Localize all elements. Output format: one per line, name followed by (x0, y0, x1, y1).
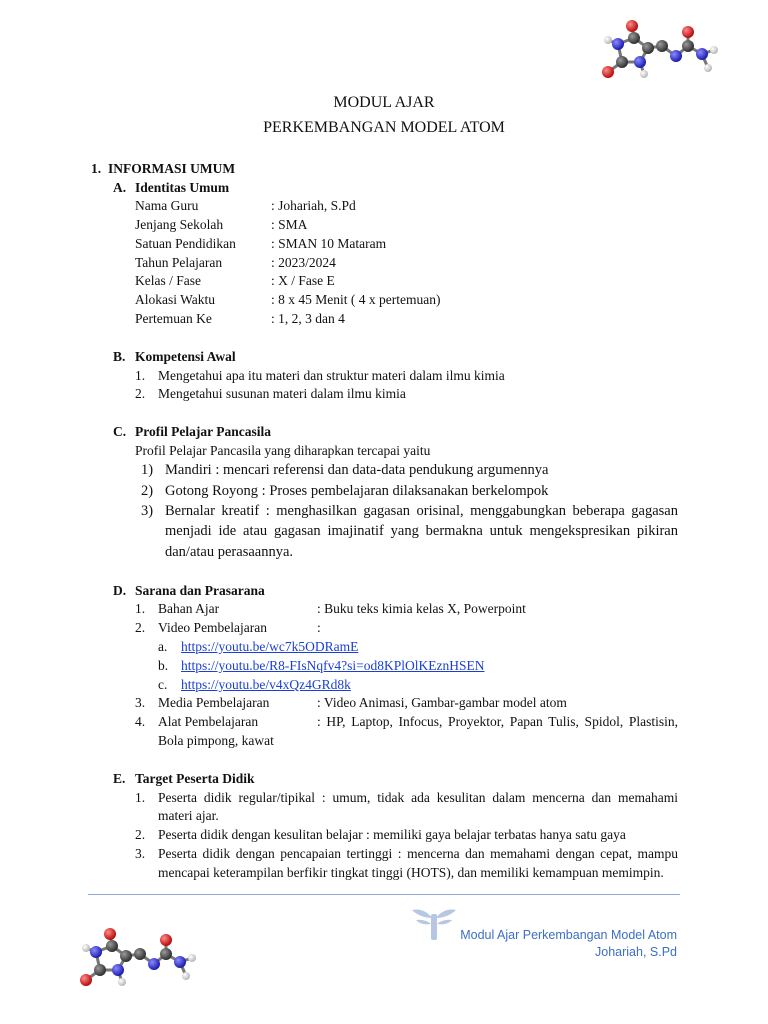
logo-icon (410, 906, 458, 942)
subsection-letter-e: E. (113, 771, 126, 786)
identity-label: Tahun Pelajaran (135, 255, 223, 270)
subsection-heading-a: Identitas Umum (135, 180, 230, 195)
identity-label: Jenjang Sekolah (135, 217, 224, 232)
list-item-number: 3) (141, 503, 154, 519)
list-item-number: 1. (135, 790, 146, 805)
identity-value: : SMA (271, 217, 308, 232)
list-item-text: dan/atau perasaannya. (165, 544, 294, 560)
link-letter: b. (158, 658, 169, 673)
sarana-value-continued: Bola pimpong, kawat (158, 733, 274, 748)
identity-label: Kelas / Fase (135, 273, 201, 288)
sarana-label: Video Pembelajaran (158, 620, 268, 635)
list-item-number: 2) (141, 483, 154, 499)
identity-value: : 1, 2, 3 dan 4 (271, 311, 345, 326)
list-item-number: 3. (135, 846, 146, 861)
footer-author: Johariah, S.Pd (595, 945, 677, 959)
list-item-number: 2. (135, 620, 146, 635)
identity-value: : SMAN 10 Mataram (271, 236, 387, 251)
subsection-letter-d: D. (113, 583, 127, 598)
video-link-3[interactable]: https://youtu.be/v4xQz4GRd8k (181, 677, 351, 692)
list-item-number: 1. (135, 601, 146, 616)
link-letter: c. (158, 677, 168, 692)
title-line-2: PERKEMBANGAN MODEL ATOM (263, 119, 505, 136)
subsection-heading-d: Sarana dan Prasarana (135, 583, 265, 598)
list-item-text: menjadi ide atau gagasan imajinatif yang bermakna untuk mengekspresikan pikiran (165, 523, 678, 539)
list-item-text: mencapai keterampilan berfikir tingkat tinggi (HOTS), dan memiliki kemampuan memimpin. (158, 865, 664, 880)
identity-value: : X / Fase E (271, 273, 335, 288)
list-item-number: 1. (135, 368, 146, 383)
footer-divider (88, 894, 680, 895)
video-link-1[interactable]: https://youtu.be/wc7k5ODRamE (181, 639, 359, 654)
list-item-text: materi ajar. (158, 808, 219, 823)
identity-label: Alokasi Waktu (135, 292, 216, 307)
list-item-text: Peserta didik regular/tipikal : umum, tidak ada kesulitan dalam mencerna dan memahami (158, 790, 678, 805)
list-item-number: 4. (135, 714, 146, 729)
list-item-text: Peserta didik dengan kesulitan belajar : memiliki gaya belajar terbatas hanya satu gaya (158, 827, 626, 842)
identity-value: : 8 x 45 Menit ( 4 x pertemuan) (271, 292, 441, 307)
section-number: 1. (91, 161, 102, 176)
list-item-text: Gotong Royong : Proses pembelajaran dilaksanakan berkelompok (165, 483, 549, 499)
identity-value: : 2023/2024 (271, 255, 336, 270)
identity-label: Pertemuan Ke (135, 311, 212, 326)
identity-label: Satuan Pendidikan (135, 236, 236, 251)
footer-module-title: Modul Ajar Perkembangan Model Atom (460, 928, 677, 942)
list-item-text: Mengetahui apa itu materi dan struktur materi dalam ilmu kimia (158, 368, 505, 383)
sarana-value: : HP, Laptop, Infocus, Proyektor, Papan Tulis, Spidol, Plastisin, (317, 714, 678, 729)
sarana-value: : (317, 620, 321, 635)
molecule-image-bottom (74, 924, 204, 994)
sarana-label: Alat Pembelajaran (158, 714, 259, 729)
subsection-letter-b: B. (113, 349, 126, 364)
video-link-2[interactable]: https://youtu.be/R8-FIsNqfv4?si=od8KPlOlKEznHSEN (181, 658, 485, 673)
subsection-letter-c: C. (113, 424, 127, 439)
list-item-number: 1) (141, 462, 154, 478)
subsection-heading-e: Target Peserta Didik (135, 771, 255, 786)
list-item-number: 2. (135, 827, 146, 842)
subsection-letter-a: A. (113, 180, 127, 195)
subsection-heading-c: Profil Pelajar Pancasila (135, 424, 271, 439)
subsection-heading-b: Kompetensi Awal (135, 349, 236, 364)
profil-intro: Profil Pelajar Pancasila yang diharapkan tercapai yaitu (135, 443, 431, 458)
section-heading: INFORMASI UMUM (108, 161, 236, 176)
list-item-text: Peserta didik dengan pencapaian tertinggi : mencerna dan memahami dengan cepat, mampu (158, 846, 678, 861)
identity-label: Nama Guru (135, 198, 199, 213)
molecule-image-top (596, 16, 726, 86)
sarana-value: : Buku teks kimia kelas X, Powerpoint (317, 601, 526, 616)
list-item-text: Bernalar kreatif : menghasilkan gagasan orisinal, menggabungkan beberapa gagasan (165, 503, 678, 519)
list-item-text: Mandiri : mencari referensi dan data-data pendukung argumennya (165, 462, 549, 478)
sarana-label: Media Pembelajaran (158, 695, 270, 710)
identity-value: : Johariah, S.Pd (271, 198, 356, 213)
sarana-label: Bahan Ajar (158, 601, 220, 616)
title-line-1: MODUL AJAR (333, 94, 435, 111)
list-item-text: Mengetahui susunan materi dalam ilmu kimia (158, 386, 406, 401)
sarana-value: : Video Animasi, Gambar-gambar model atom (317, 695, 567, 710)
list-item-number: 3. (135, 695, 146, 710)
link-letter: a. (158, 639, 168, 654)
list-item-number: 2. (135, 386, 146, 401)
